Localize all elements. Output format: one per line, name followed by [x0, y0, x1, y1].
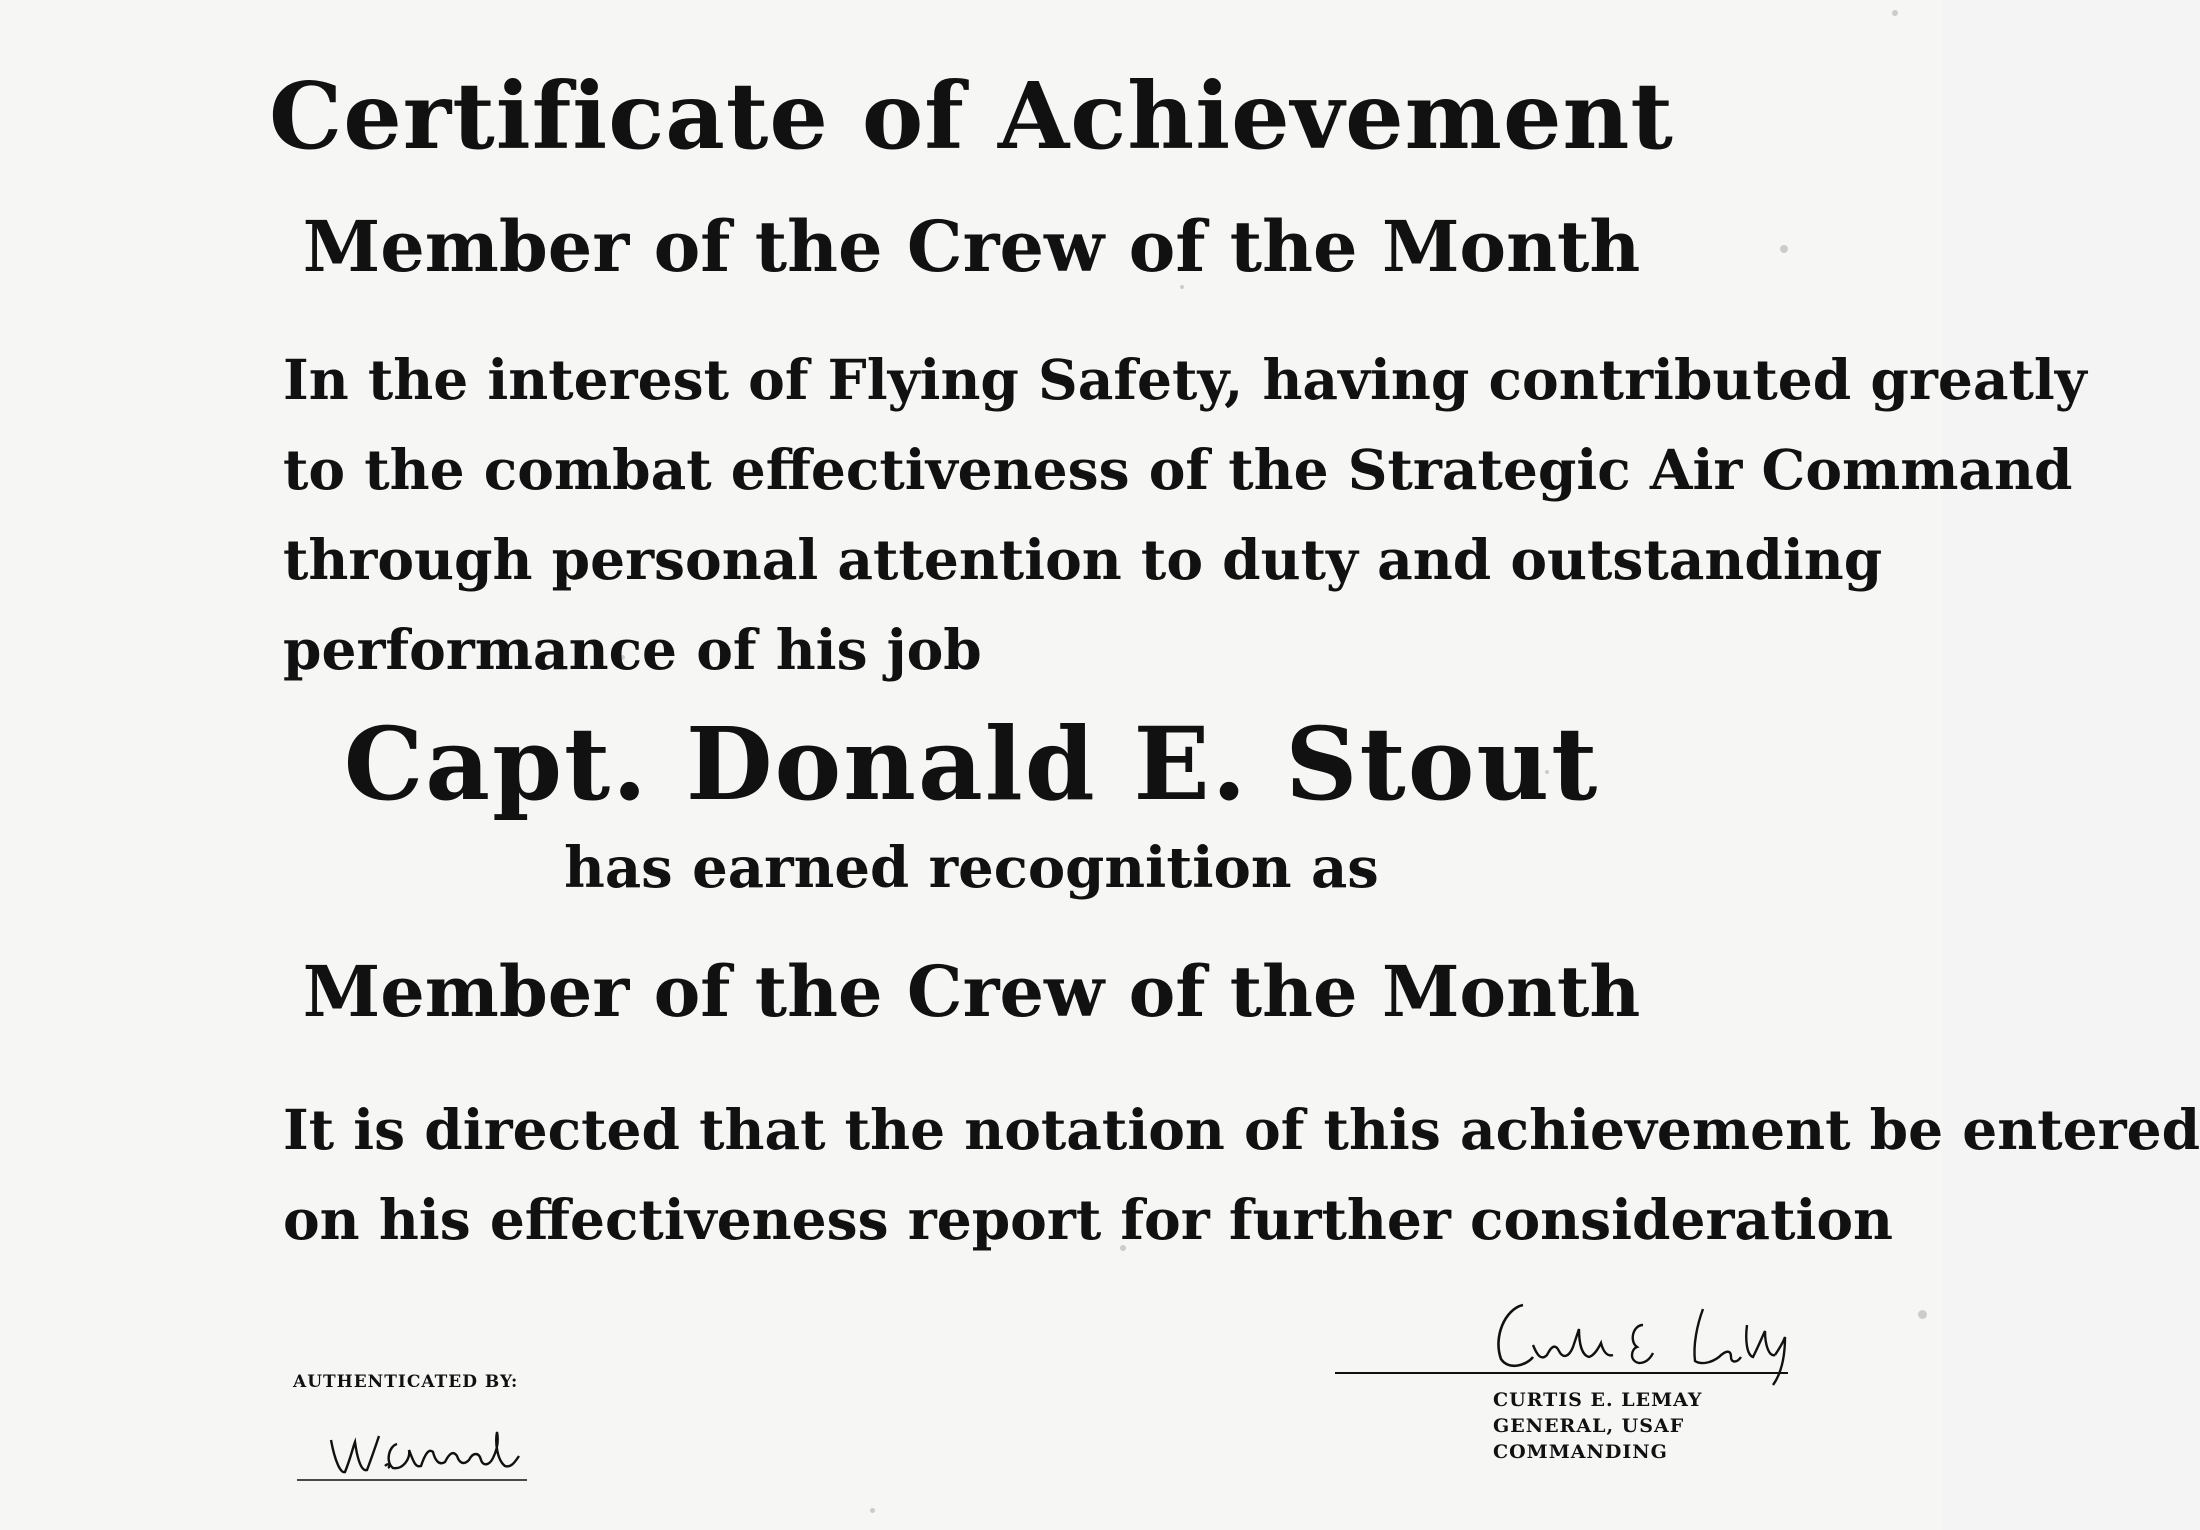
commander-rank: GENERAL, USAF	[1493, 1415, 1685, 1437]
authentication-signature	[293, 1402, 553, 1492]
certificate-subtitle: Member of the Crew of the Month	[302, 205, 1641, 288]
award-title: Member of the Crew of the Month	[302, 950, 1641, 1033]
directive-line: It is directed that the notation of this achievement be entered	[283, 1097, 2200, 1162]
commander-role: COMMANDING	[1493, 1441, 1668, 1463]
commander-signature	[1333, 1285, 1793, 1395]
directive-line: on his effectiveness report for further consideration	[283, 1187, 1894, 1252]
citation-line: performance of his job	[283, 617, 982, 682]
commander-details	[1493, 1387, 1702, 1465]
citation-line: to the combat effectiveness of the Strategic Air Command	[283, 437, 2073, 502]
citation-line: through personal attention to duty and outstanding	[283, 527, 1883, 592]
commander-signature-block	[1333, 1285, 1793, 1465]
citation-line: In the interest of Flying Safety, having contributed greatly	[283, 347, 2087, 412]
recognition-text: has earned recognition as	[564, 835, 1379, 901]
directive-paragraph	[283, 1085, 2200, 1265]
commander-name: CURTIS E. LEMAY	[1493, 1389, 1703, 1411]
recipient-name: Capt. Donald E. Stout	[343, 705, 1600, 823]
certificate-title: Certificate of Achievement	[269, 62, 1674, 170]
authentication-block	[293, 1372, 573, 1392]
authentication-label: AUTHENTICATED BY:	[293, 1372, 519, 1392]
citation-paragraph	[283, 335, 2087, 695]
